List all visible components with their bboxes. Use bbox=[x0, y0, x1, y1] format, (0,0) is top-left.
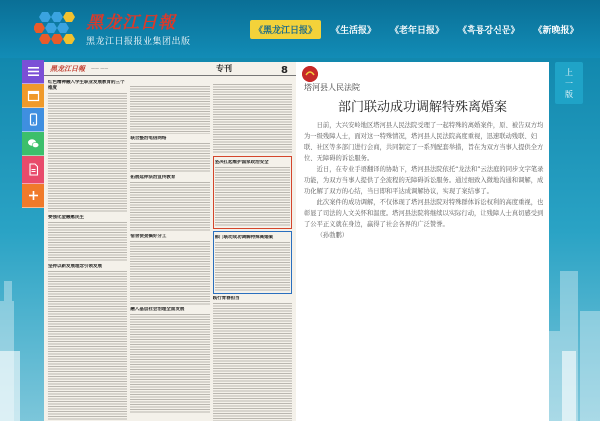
story-text-block bbox=[215, 242, 290, 292]
calendar-icon bbox=[27, 89, 40, 102]
previous-page-button[interactable] bbox=[555, 62, 583, 104]
story-text-block[interactable] bbox=[48, 93, 127, 213]
story-headline[interactable]: 要强化金融惠民生 bbox=[48, 215, 84, 220]
story-headline[interactable]: 融入基层社会治理全面发展 bbox=[130, 307, 185, 312]
pdf-icon bbox=[27, 163, 40, 176]
menu-icon bbox=[27, 65, 40, 78]
story-headline[interactable]: 部门联动成功调解特殊离婚案 bbox=[214, 235, 274, 240]
story-headline[interactable]: 联合整治电信网络 bbox=[130, 136, 167, 141]
tab-new-evening[interactable]: 《新晚报》 bbox=[533, 26, 579, 36]
selected-story[interactable] bbox=[213, 231, 292, 294]
story-headline[interactable]: 宿舍使劲搞好分工 bbox=[130, 234, 167, 239]
wechat-button[interactable] bbox=[22, 132, 44, 156]
logo-mark-icon bbox=[34, 10, 80, 50]
newspaper-page[interactable] bbox=[44, 62, 296, 421]
pdf-button[interactable] bbox=[22, 156, 44, 184]
story-headline[interactable]: 践行青春担当 bbox=[212, 296, 240, 301]
paper-tabs bbox=[250, 20, 583, 39]
article-source: 塔河县人民法院 bbox=[304, 83, 360, 92]
newspaper-columns bbox=[48, 78, 292, 421]
story-text-block[interactable] bbox=[48, 222, 127, 262]
article-paragraph: （孙勃鹏） bbox=[316, 232, 349, 239]
story-text-block[interactable] bbox=[48, 271, 127, 421]
story-text-block[interactable] bbox=[213, 303, 292, 421]
newspaper-date-line: —— —— bbox=[91, 66, 109, 71]
logo-subtitle: 黑龙江日报报业集团出版 bbox=[86, 37, 191, 47]
tab-korean-news[interactable]: 《흑룡강신문》 bbox=[458, 26, 520, 36]
calendar-button[interactable] bbox=[22, 84, 44, 108]
newspaper-column-1 bbox=[48, 78, 127, 421]
tool-strip bbox=[22, 60, 44, 210]
nav-label: 上 bbox=[565, 67, 573, 77]
highlighted-story[interactable] bbox=[213, 156, 292, 229]
story-text-block[interactable] bbox=[213, 84, 292, 154]
story-text-block[interactable] bbox=[130, 182, 209, 232]
wechat-icon bbox=[27, 137, 40, 150]
story-text-block bbox=[215, 167, 290, 227]
tab-life-daily[interactable]: 《生活报》 bbox=[331, 26, 377, 36]
mobile-button[interactable] bbox=[22, 108, 44, 132]
newspaper-column-2 bbox=[130, 78, 209, 421]
story-text-block[interactable] bbox=[130, 241, 209, 305]
newspaper-page-number: 8 bbox=[281, 65, 288, 76]
court-emblem-icon bbox=[302, 66, 318, 82]
nav-label: 一 bbox=[565, 78, 573, 88]
story-headline[interactable]: 坚持以新发展理念引领发展 bbox=[48, 264, 102, 269]
story-text-block[interactable] bbox=[130, 143, 209, 173]
site-header bbox=[0, 0, 600, 58]
nav-label: 版 bbox=[565, 89, 573, 99]
tab-senior-daily[interactable]: 《老年日报》 bbox=[390, 26, 445, 36]
tab-heilongjiang-daily[interactable]: 《黑龙江日报》 bbox=[250, 20, 321, 39]
menu-button[interactable] bbox=[22, 60, 44, 84]
article-title: 部门联动成功调解特殊离婚案 bbox=[337, 100, 507, 115]
article-panel bbox=[296, 62, 549, 421]
logo-title: 黑龙江日報 bbox=[86, 13, 176, 33]
mobile-icon bbox=[27, 113, 40, 126]
story-headline[interactable]: 坚决扛起维护国家政治安全 bbox=[214, 160, 269, 165]
article-body bbox=[304, 120, 544, 241]
story-text-block[interactable] bbox=[130, 314, 209, 414]
article-paragraph: 此次案件的成功调解，不仅体现了塔河县法院对特殊群体诉讼权利的高度重视，也彰显了司法的人文关怀和温度。塔河县法院将继续以实际行动，让残障人士真切感受到了公平正义就在身边，赢得了社会各界的广泛赞誉。 bbox=[304, 199, 544, 228]
story-text-block[interactable] bbox=[130, 86, 209, 134]
newspaper-column-3 bbox=[213, 78, 292, 421]
story-headline[interactable]: 拓展延伸法治宣传教育 bbox=[130, 175, 176, 180]
newspaper-name: 黑龙江日報 bbox=[50, 63, 85, 73]
more-button[interactable] bbox=[22, 184, 44, 208]
article-paragraph: 日前，大兴安岭地区塔河县人民法院受理了一起特殊的离婚案件，原、被告双方均为一级残障人士，面对这一特殊情况，塔河县人民法院高度重视，迅速联动残联、妇联、社区等多部门进行会商，共同制定了一系列配套举措，旨在为双方当事人提供全方位、无障碍的诉讼服务。 bbox=[304, 122, 544, 162]
newspaper-section: 专刊 bbox=[216, 63, 232, 73]
story-headline[interactable]: 红色精神融入学生职业发展教育的三个维度 bbox=[48, 80, 125, 91]
plus-icon bbox=[27, 189, 40, 202]
article-paragraph: 近日，在专业手语翻译的协助下，塔河县法院依托“龙法和”云法庭的同步文字笔录功能，为双方当事人提供了全流程的无障碍诉讼服务。通过细致入微地沟通和调解，成功化解了双方的心结，当日即和平达成调解协议，实现了案结事了。 bbox=[304, 166, 544, 195]
newspaper-masthead bbox=[44, 62, 296, 76]
